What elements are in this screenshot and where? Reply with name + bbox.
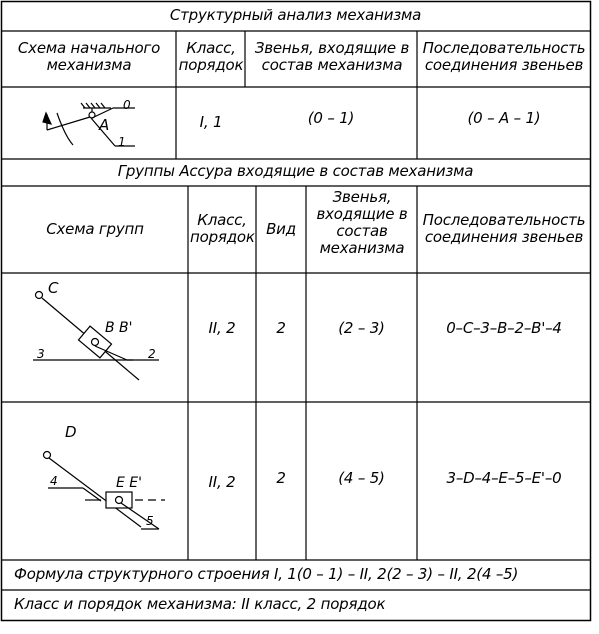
pivot-c xyxy=(36,292,43,299)
pivot-c-label: C xyxy=(48,279,59,297)
group-1-diagram xyxy=(3,274,187,401)
group-2-sequence: 3–D–4–E–5–E'–0 xyxy=(446,469,562,487)
group-2-diagram xyxy=(3,403,187,559)
initial-class: I, 1 xyxy=(199,113,223,131)
link-2-label: 2 xyxy=(148,347,156,361)
assur-groups-title: Группы Ассура входящие в состав механизма xyxy=(117,162,474,180)
header-groups-sequence: Последовательность соединения звеньев xyxy=(422,211,586,246)
header-groups-scheme: Схема групп xyxy=(46,220,144,238)
ground-label: 0 xyxy=(123,98,131,112)
group-2-class: II, 2 xyxy=(208,473,236,491)
mechanism-class-conclusion: Класс и порядок механизма: II класс, 2 порядок xyxy=(14,595,386,613)
header-initial-links: Звенья, входящие в состав механизма xyxy=(254,39,410,74)
crank-link xyxy=(47,117,90,130)
header-groups-links: Звенья, входящие в состав механизма xyxy=(316,188,408,257)
slider-b-label: B B' xyxy=(105,320,133,336)
group-1-class: II, 2 xyxy=(208,319,236,337)
initial-links: (0 – 1) xyxy=(307,109,355,127)
link-5-label: 5 xyxy=(146,514,154,528)
crank-label: 1 xyxy=(118,135,126,149)
group-1-sequence: 0–C–3–B–2–B'–4 xyxy=(446,319,562,337)
header-groups-class: Класс, порядок xyxy=(190,211,255,246)
header-initial-sequence: Последовательность соединения звеньев xyxy=(422,39,586,74)
pivot-d-label: D xyxy=(65,423,77,441)
group-1-links: (2 – 3) xyxy=(338,319,385,337)
initial-mechanism-diagram xyxy=(5,88,175,158)
table-title: Структурный анализ механизма xyxy=(169,6,422,24)
header-initial-class: Класс, порядок xyxy=(178,39,244,74)
group-1-kind: 2 xyxy=(276,319,286,337)
structural-formula: Формула структурного строения I, 1(0 – 1) – II, 2(2 – 3) – II, 2(4 –5) xyxy=(14,565,519,583)
header-groups-kind: Вид xyxy=(266,220,296,238)
initial-sequence: (0 – A – 1) xyxy=(467,109,541,127)
header-initial-scheme: Схема начального механизма xyxy=(17,39,161,74)
pivot-d xyxy=(44,452,51,459)
joint-label: A xyxy=(99,116,110,134)
link-3-label: 3 xyxy=(37,347,45,361)
slider-e-label: E E' xyxy=(116,475,142,491)
group-2-kind: 2 xyxy=(276,469,286,487)
link-4-label: 4 xyxy=(50,474,58,488)
group-2-links: (4 – 5) xyxy=(338,469,385,487)
